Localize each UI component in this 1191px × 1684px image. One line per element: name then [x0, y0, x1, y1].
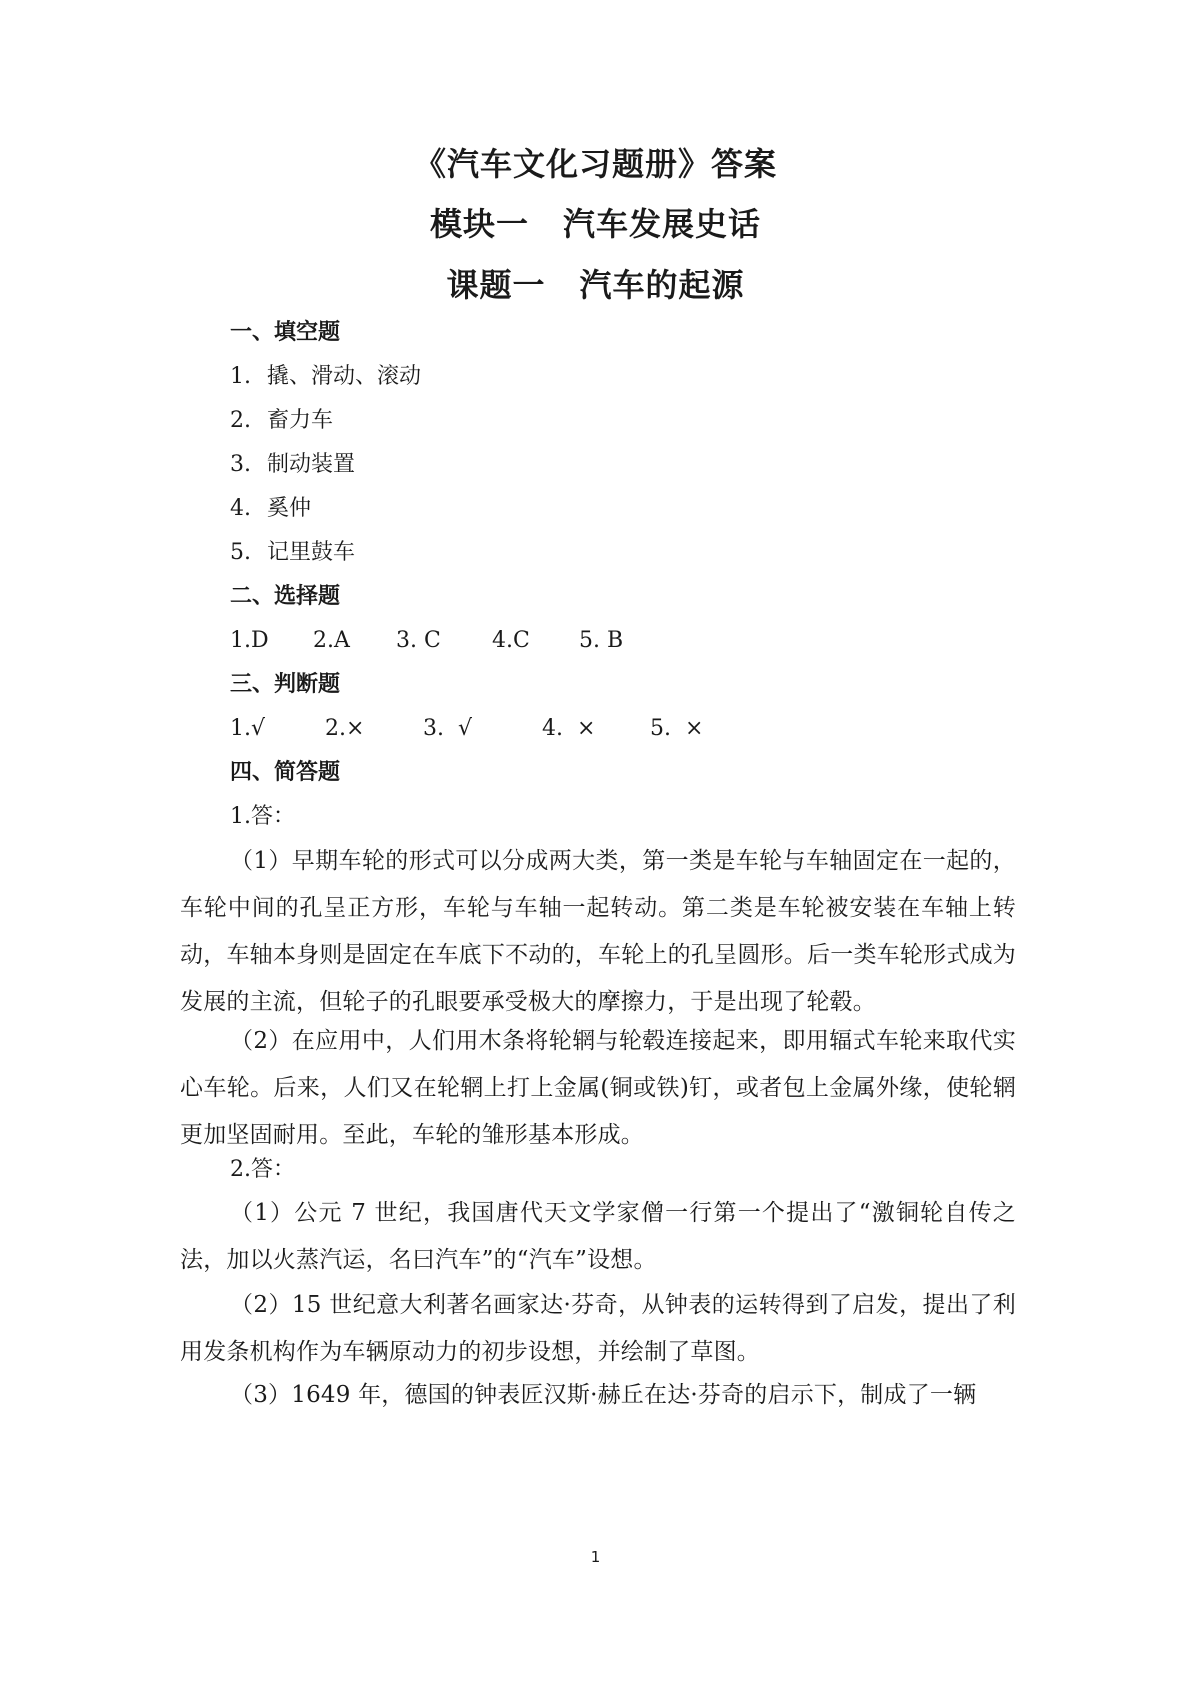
topic-name: 汽车的起源 — [579, 266, 745, 304]
fill-blank-item — [230, 494, 311, 524]
item-answer: 制动装置 — [267, 452, 356, 477]
short-answer-heading: 四、简答题 — [230, 760, 341, 785]
choice-answer: 1.D — [230, 628, 269, 653]
question-1-label: 1.答： — [230, 804, 295, 829]
item-number: 2. — [230, 408, 251, 433]
item-number: 3. — [230, 452, 251, 477]
judgement-answer: 5. × — [650, 716, 704, 741]
answer-paragraph: （1）公元 7 世纪，我国唐代天文学家僧一行第一个提出了“激铜轮自传之法，加以火蒸汽运，名曰汽车”的“汽车”设想。 — [180, 1200, 1016, 1273]
fill-blank-item — [230, 362, 421, 392]
item-answer: 奚仲 — [267, 496, 312, 521]
true-false-heading: 三、判断题 — [230, 672, 341, 697]
fill-blank-item — [230, 406, 333, 436]
page-number: 1 — [590, 1548, 601, 1566]
judgement-answer: 1.√ — [230, 716, 266, 741]
module-label: 模块一 — [429, 205, 529, 243]
fill-blank-item — [230, 538, 355, 568]
item-number: 1. — [230, 364, 251, 389]
judgement-answer: 3. √ — [423, 716, 472, 741]
item-number: 4. — [230, 496, 251, 521]
question-2-label: 2.答： — [230, 1157, 295, 1182]
judgement-answer: 2.× — [325, 716, 365, 741]
answer-paragraph: （2）15 世纪意大利著名画家达·芬奇，从钟表的运转得到了启发，提出了利用发条机构作为车辆原动力的初步设想，并绘制了草图。 — [180, 1292, 1016, 1365]
choice-answer: 2.A — [313, 628, 350, 653]
module-title — [0, 204, 1191, 244]
answer-paragraph: （2）在应用中，人们用木条将轮辋与轮毂连接起来，即用辐式车轮来取代实心车轮。后来，人们又在轮辋上打上金属(铜或铁)钉，或者包上金属外缘，使轮辋更加坚固耐用。至此，车轮的雏形基本形成。 — [180, 1028, 1016, 1148]
module-name: 汽车发展史话 — [563, 205, 762, 243]
item-answer: 撬、滑动、滚动 — [267, 364, 422, 389]
choice-answer: 3. C — [396, 628, 441, 653]
item-answer: 畜力车 — [267, 408, 334, 433]
choice-answer: 4.C — [492, 628, 530, 653]
item-number: 5. — [230, 540, 251, 565]
document-title: 《汽车文化习题册》答案 — [413, 145, 777, 183]
answer-paragraph: （1）早期车轮的形式可以分成两大类，第一类是车轮与车轴固定在一起的，车轮中间的孔呈正方形，车轮与车轴一起转动。第二类是车轮被安装在车轴上转动，车轴本身则是固定在车底下不动的，车轮上的孔呈圆形。后一类车轮形式成为发展的主流，但轮子的孔眼要承受极大的摩擦力，于是出现了轮毂。 — [180, 848, 1016, 1015]
fill-blank-item — [230, 450, 355, 480]
answer-paragraph: （3）1649 年，德国的钟表匠汉斯·赫丘在达·芬奇的启示下，制成了一辆 — [230, 1382, 977, 1408]
choice-answer: 5. B — [579, 628, 624, 653]
multiple-choice-heading: 二、选择题 — [230, 584, 341, 609]
fill-blank-heading: 一、填空题 — [230, 320, 341, 345]
topic-label: 课题一 — [446, 266, 546, 304]
topic-title — [0, 265, 1191, 305]
item-answer: 记里鼓车 — [267, 540, 356, 565]
judgement-answer: 4. × — [542, 716, 596, 741]
